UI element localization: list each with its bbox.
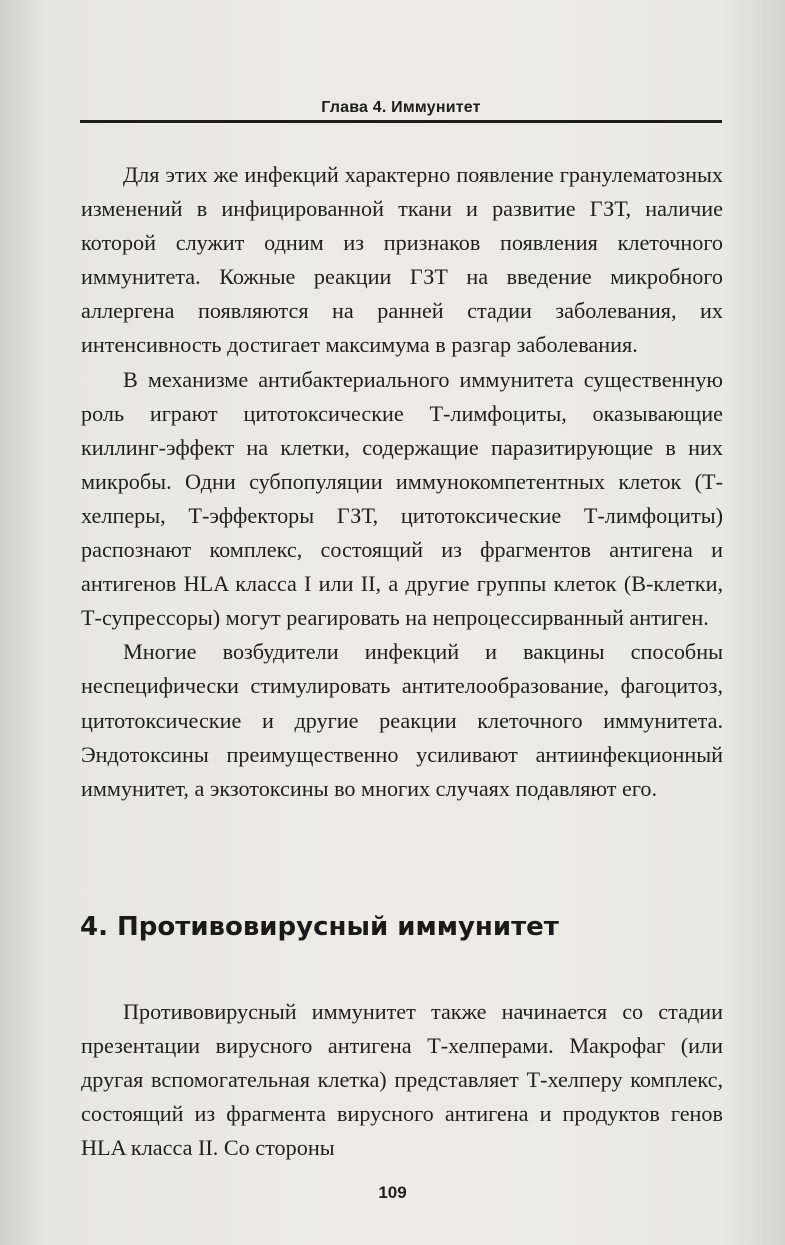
section-body-text xyxy=(81,995,723,1165)
paragraph: Многие возбудители инфекций и вакцины способны неспецифически стимулировать антителообразование, фагоцитоз, цитотоксические и другие реакции клеточного иммунитета. Эндотоксины преимущественно усиливают антиинфекционный иммунитет, а экзотоксины во многих случаях подавляют его. xyxy=(81,639,723,801)
body-text-block xyxy=(81,158,723,806)
paragraph: Противовирусный иммунитет также начинается со стадии презентации вирусного антигена Т-хелперами. Макрофаг (или другая вспомогательная клетка) представляет Т-хелперу комплекс, состоящий из фрагмента вирусного антигена и продуктов генов HLA класса II. Со стороны xyxy=(81,999,723,1161)
running-header-title: Глава 4. Иммунитет xyxy=(321,99,481,116)
running-header xyxy=(80,98,722,123)
section-heading: 4. Противовирусный иммунитет xyxy=(80,912,559,942)
paragraph: В механизме антибактериального иммунитета существенную роль играют цитотоксические Т-лимфоциты, оказывающие киллинг-эффект на клетки, содержащие паразитирующие в них микробы. Одни субпопуляции иммунокомпетентных клеток (Т-хелперы, Т-эффекторы ГЗТ, цитотоксические Т-лимфоциты) распознают комплекс, состоящий из фрагментов антигена и антигенов HLA класса I или II, а другие группы клеток (В-клетки, Т-супрессоры) могут реагировать на непроцессирванный антиген. xyxy=(81,366,723,631)
paragraph: Для этих же инфекций характерно появление гранулематозных изменений в инфицированной ткани и развитие ГЗТ, наличие которой служит одним из признаков появления клеточного иммунитета. Кожные реакции ГЗТ на введение микробного аллергена появляются на ранней стадии заболевания, их интенсивность достигает максимума в разгар заболевания. xyxy=(81,162,723,358)
page-number: 109 xyxy=(378,1183,407,1202)
